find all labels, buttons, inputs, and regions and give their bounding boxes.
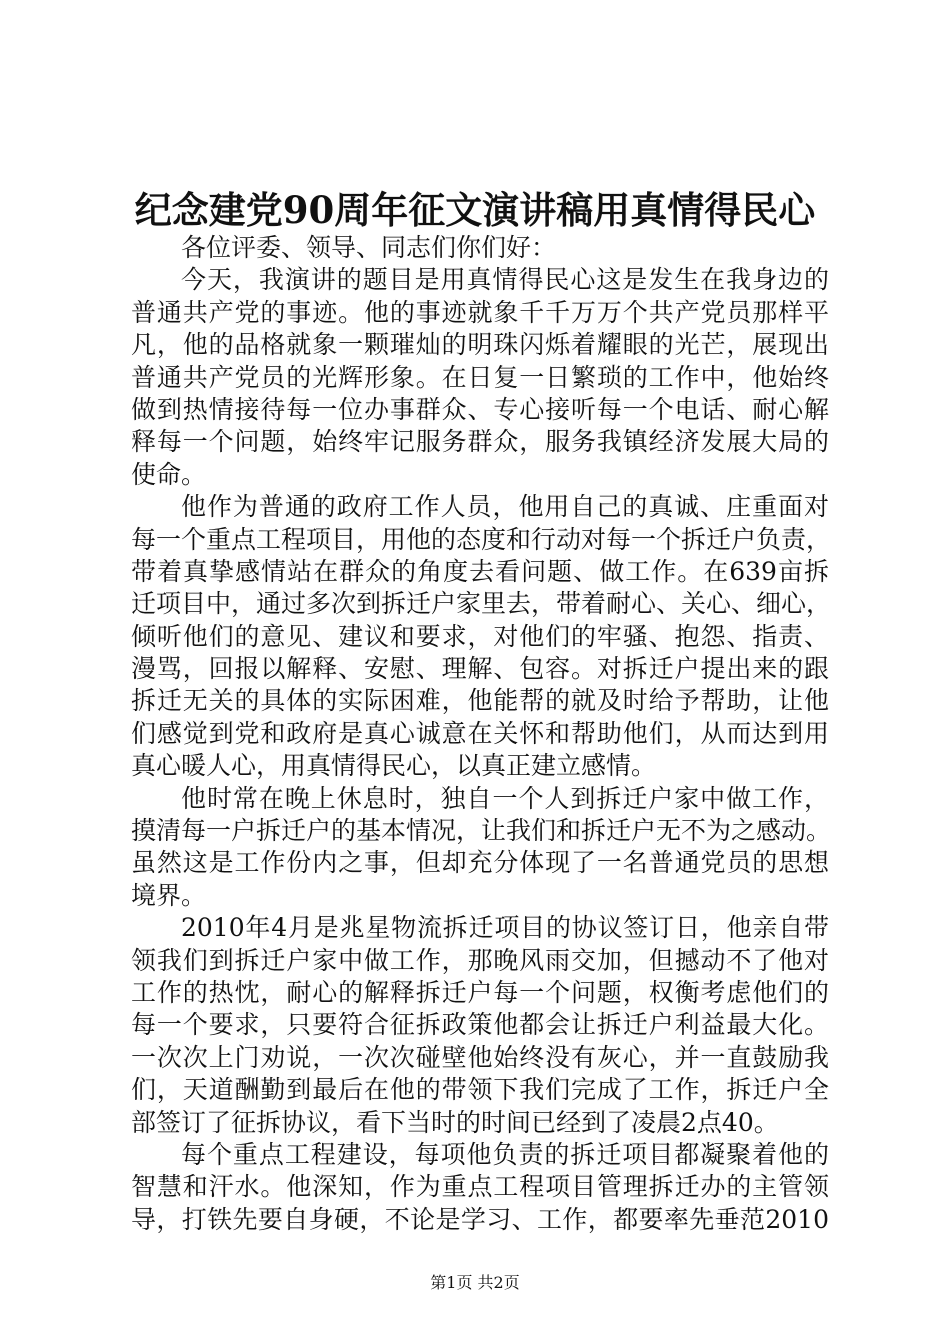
paragraph-line: 今天，我演讲的题目是用真情得民心这是发生在我身边的: [181, 265, 829, 295]
paragraph-line: 每个重点工程建设，每项他负责的拆迁项目都凝聚着他的: [181, 1139, 829, 1169]
paragraph-line: 倾听他们的意见、建议和要求，对他们的牢骚、抱怨、指责、: [131, 621, 829, 651]
paragraph-line: 虽然这是工作份内之事，但却充分体现了一名普通党员的思想: [131, 848, 829, 878]
paragraph-line: 导，打铁先要自身硬，不论是学习、工作，都要率先垂范2010: [131, 1204, 829, 1234]
paragraph-line: 们，天道酬勤到最后在他的带领下我们完成了工作，拆迁户全: [131, 1075, 829, 1105]
paragraph-line: 摸清每一户拆迁户的基本情况，让我们和拆迁户无不为之感动。: [131, 816, 832, 846]
paragraph-line: 部签订了征拆协议，看下当时的时间已经到了凌晨2点40。: [131, 1107, 779, 1137]
paragraph-line: 们感觉到党和政府是真心诚意在关怀和帮助他们，从而达到用: [131, 718, 829, 748]
paragraph-line: 一次次上门劝说，一次次碰壁他始终没有灰心，并一直鼓励我: [131, 1042, 829, 1072]
paragraph-line: 每一个要求，只要符合征拆政策他都会让拆迁户利益最大化。: [131, 1010, 829, 1040]
document-body: [131, 232, 832, 1236]
paragraph-line: 普通共产党员的光辉形象。在日复一日繁琐的工作中，他始终: [131, 362, 829, 392]
paragraph-line: 他时常在晚上休息时，独自一个人到拆迁户家中做工作，: [181, 783, 829, 813]
paragraph-line: 拆迁无关的具体的实际困难，他能帮的就及时给予帮助，让他: [131, 686, 829, 716]
paragraph-line: 释每一个问题，始终牢记服务群众，服务我镇经济发展大局的: [131, 427, 829, 457]
paragraph-line: 2010年4月是兆星物流拆迁项目的协议签订日，他亲自带: [181, 913, 829, 943]
greeting-line: 各位评委、领导、同志们你们好：: [181, 233, 557, 262]
paragraph-line: 工作的热忱，耐心的解释拆迁户每一个问题，权衡考虑他们的: [131, 977, 829, 1007]
paragraph-line: 迁项目中，通过多次到拆迁户家里去，带着耐心、关心、细心，: [131, 589, 832, 619]
paragraph-line: 凡，他的品格就象一颗璀灿的明珠闪烁着耀眼的光芒，展现出: [131, 330, 829, 360]
paragraph-line: 境界。: [131, 880, 207, 910]
paragraph-line: 智慧和汗水。他深知，作为重点工程项目管理拆迁办的主管领: [131, 1172, 829, 1202]
paragraph-line: 使命。: [131, 459, 207, 489]
paragraph-line: 他作为普通的政府工作人员，他用自己的真诚、庄重面对: [181, 492, 829, 522]
paragraph-line: 漫骂，回报以解释、安慰、理解、包容。对拆迁户提出来的跟: [131, 654, 829, 684]
paragraph-line: 真心暖人心，用真情得民心，以真正建立感情。: [131, 751, 657, 781]
paragraph-line: 领我们到拆迁户家中做工作，那晚风雨交加，但撼动不了他对: [131, 945, 829, 975]
paragraph-line: 做到热情接待每一位办事群众、专心接听每一个电话、耐心解: [131, 394, 829, 424]
paragraph-line: 每一个重点工程项目，用他的态度和行动对每一个拆迁户负责，: [131, 524, 832, 554]
page-number-footer: 第1页 共2页: [430, 1273, 520, 1292]
paragraph-line: 带着真挚感情站在群众的角度去看问题、做工作。在639亩拆: [131, 556, 829, 586]
paragraph-line: 普通共产党的事迹。他的事迹就象千千万万个共产党员那样平: [131, 297, 829, 327]
document-title: 纪念建党90周年征文演讲稿用真情得民心: [134, 188, 816, 232]
